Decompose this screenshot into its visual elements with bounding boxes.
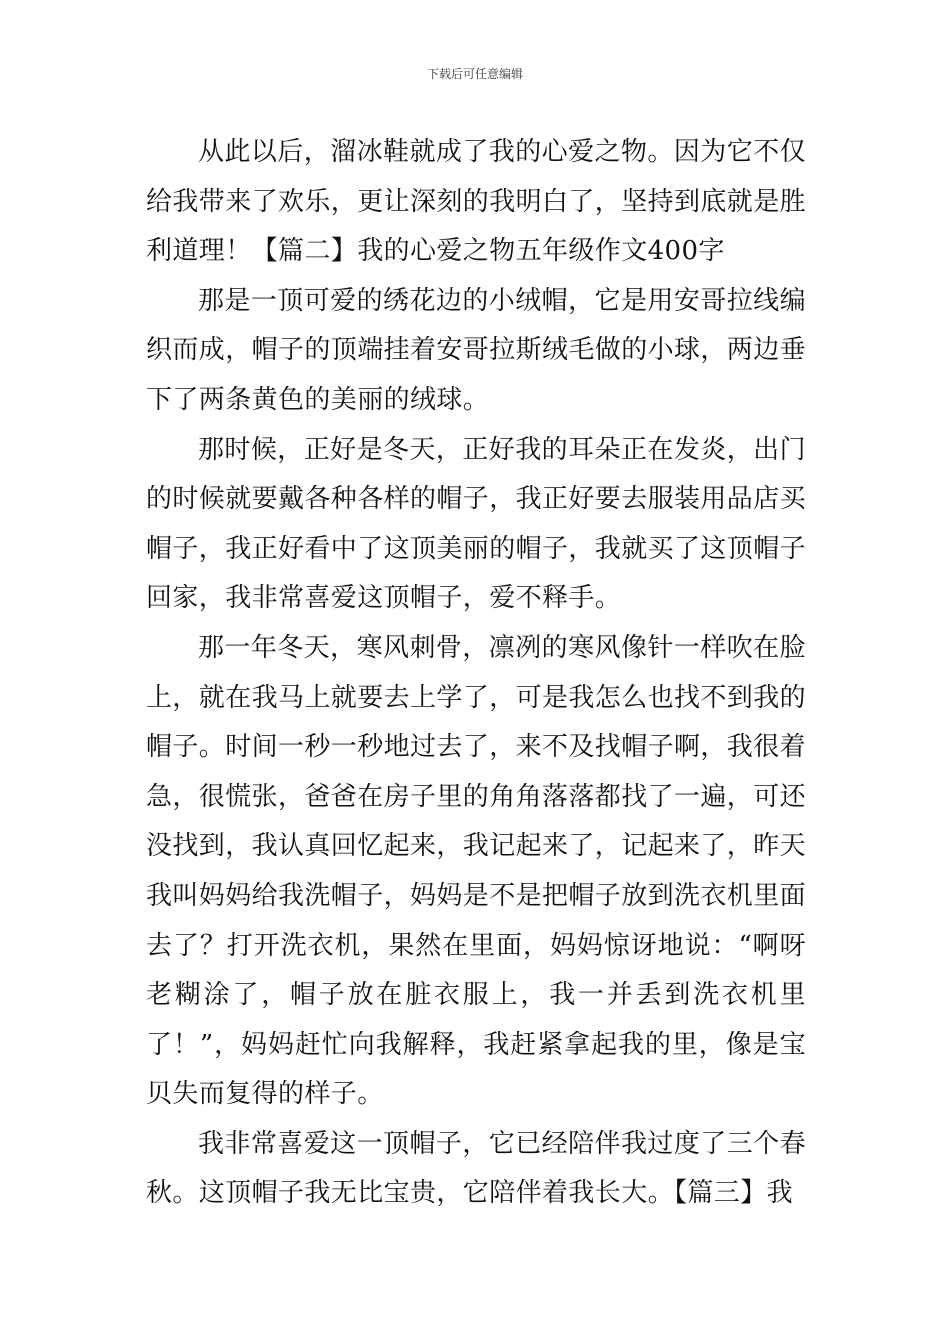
page-header: 下载后可任意编辑 (426, 67, 523, 81)
article-body (146, 128, 806, 1219)
paragraph-5: 我非常喜爱这一顶帽子，它已经陪伴我过度了三个春秋。这顶帽子我无比宝贵，它陪伴着我长大。【篇三】我 (146, 1128, 806, 1209)
paragraph-2: 那是一顶可爱的绣花边的小绒帽，它是用安哥拉线编织而成，帽子的顶端挂着安哥拉斯绒毛做的小球，两边垂下了两条黄色的美丽的绒球。 (146, 285, 807, 415)
paragraph-3: 那时候，正好是冬天，正好我的耳朵正在发炎，出门的时候就要戴各种各样的帽子，我正好要去服装用品店买帽子，我正好看中了这顶美丽的帽子，我就买了这顶帽子回家，我非常喜爱这顶帽子，爱不释手。 (146, 434, 807, 614)
paragraph-4: 那一年冬天，寒风刺骨，凛冽的寒风像针一样吹在脸上，就在我马上就要去上学了，可是我怎么也找不到我的帽子。时间一秒一秒地过去了，来不及找帽子啊，我很着急，很慌张，爸爸在房子里的角角落落都找了一遍，可还没找到，我认真回忆起来，我记起来了，记起来了，昨天我叫妈妈给我洗帽子，妈妈是不是把帽子放到洗衣机里面去了？打开洗衣机，果然在里面，妈妈惊讶地说：“啊呀老糊涂了，帽子放在脏衣服上，我一并丢到洗衣机里了！”，妈妈赶忙向我解释，我赶紧拿起我的里，像是宝贝失而复得的样子。 (146, 632, 807, 1110)
paragraph-1: 从此以后，溜冰鞋就成了我的心爱之物。因为它不仅给我带来了欢乐，更让深刻的我明白了，坚持到底就是胜利道理！【篇二】我的心爱之物五年级作文400字 (146, 137, 807, 267)
